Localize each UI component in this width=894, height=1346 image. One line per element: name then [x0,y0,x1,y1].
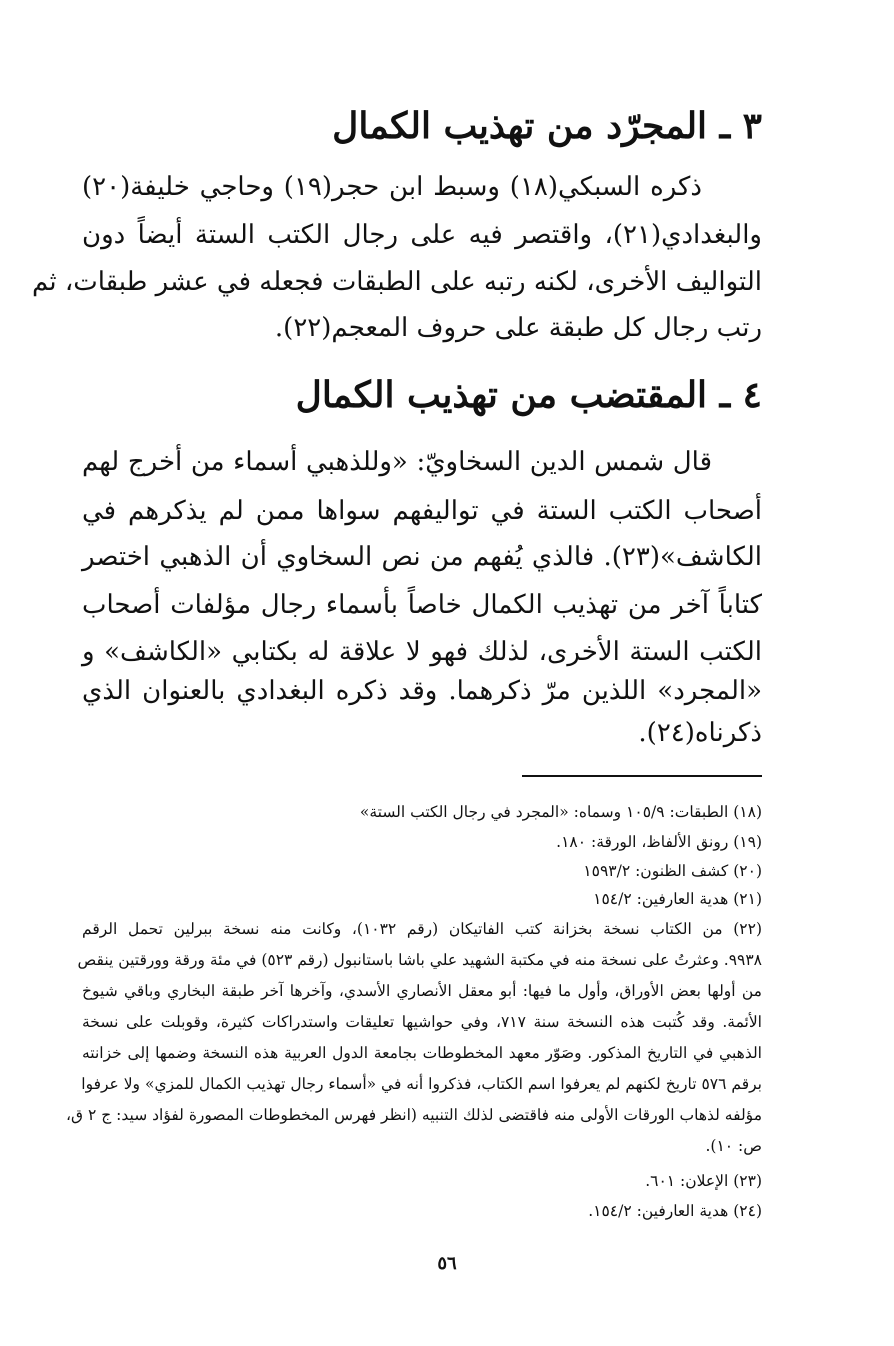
section4-line: الكاشف»(٢٣). فالذي يُفهم من نص السخاوي أن الذهبي اختصر [82,542,762,572]
section3-line: والبغدادي(٢١)، واقتصر فيه على رجال الكتب الستة أيضاً دون [82,220,762,250]
section3-line: رتب رجال كل طبقة على حروف المعجم(٢٢). [274,313,762,343]
footnote-22-line: مؤلفه لذهاب الورقات الأولى منه فاقتضى لذلك التنبيه (انظر فهرس المخطوطات المصورة لفؤاد سيد: ج ٢ ق، [66,1106,762,1124]
section4-line: «المجرد» اللذين مرّ ذكرهما. وقد ذكره البغدادي بالعنوان الذي [82,676,762,706]
section3-line: التواليف الأخرى، لكنه رتبه على الطبقات فجعله في عشر طبقات، ثم [32,267,762,297]
section3-line: ذكره السبكي(١٨) وسبط ابن حجر(١٩) وحاجي خليفة(٢٠) [82,172,702,202]
section4-line: ذكرناه(٢٤). [638,718,762,748]
footnote-22-line: ص: ١٠). [705,1137,762,1155]
footnote-23: (٢٣) الإعلان: ٦٠١. [645,1172,762,1190]
footnote-20: (٢٠) كشف الظنون: ١٥٩٣/٢ [583,862,762,880]
footnote-22-line: برقم ٥٧٦ تاريخ لكنهم لم يعرفوا اسم الكتاب، فذكروا أنه في «أسماء رجال تهذيب الكمال للمزي» ولا عرفوا [81,1075,762,1093]
footnote-22-line: الأئمة. وقد كُتبت هذه النسخة سنة ٧١٧، وفي حواشيها تعليقات واستدراكات كثيرة، وقوبلت على نسخة [82,1013,762,1031]
section-heading-4: ٤ ـ المقتضب من تهذيب الكمال [295,374,762,416]
footnote-18: (١٨) الطبقات: ١٠٥/٩ وسماه: «المجرد في رجال الكتب الستة» [359,803,762,821]
footnote-22-line: من أولها بعض الأوراق، وأول ما فيها: أبو معقل الأنصاري الأسدي، وآخرها آخر طبقة البخاري وباقي شيوخ [82,982,762,1000]
footnote-22-line: ٩٩٣٨. وعثرتُ على نسخة منه في مكتبة الشهيد علي باشا باستانبول (رقم ٥٢٣) في مئة ورقة وورقتين ينقص [77,951,762,969]
section4-line: قال شمس الدين السخاويّ: «وللذهبي أسماء من أخرج لهم [82,447,712,477]
footnote-22-line: (٢٢) من الكتاب نسخة بخزانة كتب الفاتيكان (رقم ١٠٣٢)، وكانت منه نسخة ببرلين تحمل الرقم [82,920,763,938]
section4-line: كتاباً آخر من تهذيب الكمال خاصاً بأسماء رجال مؤلفات أصحاب [82,590,762,620]
page-number: ٥٦ [437,1253,457,1274]
footnote-22-line: الذهبي في التاريخ المذكور. وصَوّر معهد المخطوطات بجامعة الدول العربية هذه النسخة وضمها إلى خزانته [82,1044,762,1062]
section4-line: أصحاب الكتب الستة في تواليفهم سواها ممن لم يذكرهم في [82,496,762,526]
footnote-19: (١٩) رونق الألفاظ، الورقة: ١٨٠. [556,833,762,851]
footnote-21: (٢١) هدية العارفين: ١٥٤/٢ [593,890,762,908]
section-heading-3: ٣ ـ المجرّد من تهذيب الكمال [332,105,762,147]
footnote-24: (٢٤) هدية العارفين: ١٥٤/٢. [588,1202,762,1220]
section4-line: الكتب الستة الأخرى، لذلك فهو لا علاقة له بكتابي «الكاشف» و [82,637,762,667]
